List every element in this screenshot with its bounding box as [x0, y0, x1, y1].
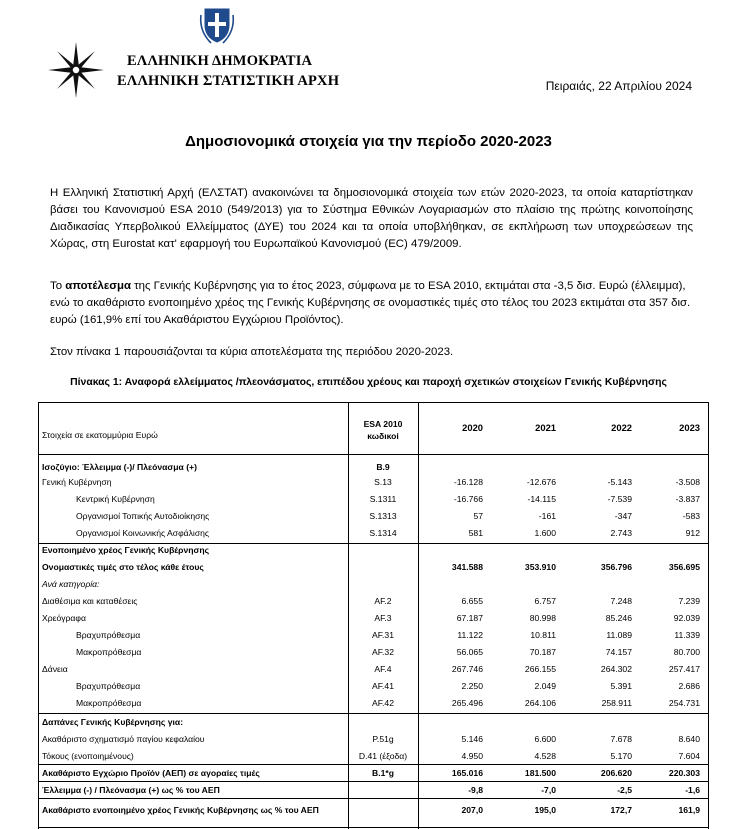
table-column-rule [708, 402, 709, 829]
cell-value-2020: 57 [473, 511, 483, 521]
row-esa-code: P.51g [372, 734, 394, 744]
cell-value-2022: 258.911 [601, 698, 632, 708]
cell-value-2023: 257.417 [668, 664, 700, 674]
fiscal-data-table [38, 402, 708, 829]
cell-value-2022: 85.246 [605, 613, 632, 623]
cell-value-2023: -583 [682, 511, 700, 521]
row-label: Ισοζύγιο: Έλλειμμα (-)/ Πλεόνασμα (+) [42, 462, 197, 472]
cell-value-2022: 7.248 [610, 596, 632, 606]
table-row [38, 749, 708, 766]
cell-value-2023: 92.039 [673, 613, 700, 623]
cell-value-2022: 264.302 [600, 664, 632, 674]
table-row [38, 628, 708, 645]
row-esa-code: B.9 [376, 462, 390, 472]
cell-value-2020: 207,0 [461, 805, 483, 815]
cell-value-2020: -16.766 [453, 494, 483, 504]
cell-value-2023: 80.700 [673, 647, 700, 657]
cell-value-2020: -16.128 [453, 477, 483, 487]
row-esa-code: B.1*g [372, 768, 394, 778]
cell-value-2022: 356.796 [600, 562, 632, 572]
row-label: Γενική Κυβέρνηση [42, 477, 112, 487]
table-row [38, 577, 708, 594]
row-label: Ανά κατηγορία: [42, 579, 100, 589]
cell-value-2021: -7,0 [541, 785, 556, 795]
table-row [38, 783, 708, 800]
cell-value-2023: 8.640 [678, 734, 700, 744]
result-text-a: Το [50, 280, 66, 292]
cell-value-2022: 5.170 [610, 751, 632, 761]
table-rule [38, 713, 708, 714]
column-header-year-2022: 2022 [611, 422, 632, 433]
row-esa-code: AF.42 [372, 698, 394, 708]
table-row [38, 543, 708, 560]
row-label: Ακαθάριστο ενοποιημένο χρέος Γενικής Κυβέρνησης ως % του ΑΕΠ [42, 805, 319, 815]
cell-value-2023: 7.239 [678, 596, 700, 606]
cell-value-2023: 220.303 [668, 768, 700, 778]
row-label: Μακροπρόθεσμα [76, 647, 142, 657]
row-esa-code: S.1311 [369, 494, 397, 504]
cell-value-2022: 172,7 [610, 805, 632, 815]
column-header-esa [348, 418, 418, 442]
cell-value-2020: 341.588 [451, 562, 483, 572]
row-esa-code: S.1314 [369, 528, 397, 538]
cell-value-2021: 6.757 [534, 596, 556, 606]
cell-value-2022: 7.678 [610, 734, 632, 744]
org-line-2: ΕΛΛΗΝΙΚΗ ΣΤΑΤΙΣΤΙΚΗ ΑΡΧΗ [117, 73, 340, 89]
cell-value-2020: -9,8 [468, 785, 483, 795]
cell-value-2020: 56.065 [456, 647, 483, 657]
cell-value-2020: 4.950 [461, 751, 483, 761]
table-row [38, 560, 708, 577]
cell-value-2021: -14.115 [527, 494, 556, 504]
table-row [38, 766, 708, 783]
cell-value-2021: 4.528 [534, 751, 556, 761]
table-row [38, 645, 708, 662]
cell-value-2020: 2.250 [461, 681, 483, 691]
cell-value-2021: -161 [538, 511, 556, 521]
cell-value-2022: -347 [614, 511, 632, 521]
cell-value-2021: 10.811 [530, 630, 556, 640]
table-row [38, 662, 708, 679]
row-label: Βραχυπρόθεσμα [76, 630, 141, 640]
cell-value-2020: 581 [468, 528, 483, 538]
row-esa-code: AF.31 [372, 630, 394, 640]
intro-paragraph: Η Ελληνική Στατιστική Αρχή (ΕΛΣΤΑΤ) ανακοινώνει τα δημοσιονομικά στοιχεία των ετών 2020-2023, τα οποία καταρτίστηκαν βάσει του Κανονισμού ESA 2010 (549/2013) για το Σύστημα Εθνικών Λογαριασμών στο πλαίσιο της πρώτης κοινοποίησης Διαδικασίας Υπερβολικού Ελλείμματος (ΔΥΕ) του 2024 και τα οποία υποβλήθηκαν, σε εκπλήρωση των υποχρεώσεων της Χώρας, στη Eurostat κατ' εφαρμογή του Ευρωπαϊκού Κανονισμού (EC) 479/2009. [50, 187, 693, 250]
organization-name [117, 51, 339, 91]
column-header-year-2020: 2020 [462, 422, 483, 433]
row-label: Έλλειμμα (-) / Πλεόνασμα (+) ως % του ΑΕΠ [42, 785, 220, 795]
cell-value-2021: 264.106 [524, 698, 556, 708]
cell-value-2021: 181.500 [524, 768, 556, 778]
row-label: Δαπάνες Γενικής Κυβέρνησης για: [42, 717, 184, 727]
esa-header-line-1: ESA 2010 [363, 419, 403, 429]
cell-value-2021: 266.155 [524, 664, 556, 674]
row-label: Βραχυπρόθεσμα [76, 681, 141, 691]
table-row [38, 475, 708, 492]
table-row [38, 509, 708, 526]
row-esa-code: D.41 (έξοδα) [358, 751, 408, 761]
table-intro-paragraph: Στον πίνακα 1 παρουσιάζονται τα κύρια αποτελέσματα της περιόδου 2020-2023. [50, 346, 454, 358]
cell-value-2023: -1,6 [685, 785, 700, 795]
cell-value-2022: -7.539 [607, 494, 632, 504]
result-paragraph [50, 278, 693, 329]
table-row [38, 696, 708, 713]
cell-value-2022: 2.743 [610, 528, 632, 538]
row-label: Δάνεια [42, 664, 68, 674]
row-label: Ενοποιημένο χρέος Γενικής Κυβέρνησης [42, 545, 210, 555]
table-caption: Πίνακας 1: Αναφορά ελλείμματος /πλεονάσματος, επιπέδου χρέους και παροχή σχετικών στοιχείων Γενικής Κυβέρνησης [70, 377, 667, 388]
cell-value-2022: 5.391 [610, 681, 632, 691]
cell-value-2022: 74.157 [605, 647, 632, 657]
table-row [38, 594, 708, 611]
table-row [38, 732, 708, 749]
cell-value-2021: 80.998 [529, 613, 556, 623]
result-text-b: της Γενικής Κυβέρνησης για το έτος 2023, σύμφωνα με το ESA 2010, εκτιμάται στα -3,5 δισ. Ευρώ (έλλειμμα), ενώ το ακαθάριστο ενοποιημένο χρέος της Γενικής Κυβέρνησης σε ονομαστικές τιμές στο τέλος του 2023 εκτιμάται στα 357 δισ. ευρώ (161,9% επί του Ακαθάριστου Εγχώριου Προϊόντος). [50, 280, 691, 326]
column-header-year-2021: 2021 [535, 422, 556, 433]
cell-value-2022: -5.143 [607, 477, 632, 487]
cell-value-2020: 265.496 [451, 698, 483, 708]
table-row [38, 611, 708, 628]
release-date: Πειραιάς, 22 Απριλίου 2024 [545, 79, 692, 93]
table-rule [38, 454, 708, 455]
cell-value-2020: 11.122 [457, 630, 483, 640]
row-label: Ονομαστικές τιμές στο τέλος κάθε έτους [42, 562, 204, 572]
row-esa-code: AF.4 [374, 664, 392, 674]
table-rule [38, 402, 708, 403]
cell-value-2021: 1.600 [534, 528, 556, 538]
row-label: Χρεόγραφα [42, 613, 86, 623]
row-label: Ακαθάριστο Εγχώριο Προϊόν (ΑΕΠ) σε αγοραίες τιμές [42, 768, 260, 778]
cell-value-2022: 206.620 [600, 768, 632, 778]
row-esa-code: S.1313 [369, 511, 397, 521]
page-title: Δημοσιονομικά στοιχεία για την περίοδο 2020-2023 [185, 133, 552, 150]
table-row [38, 715, 708, 732]
cell-value-2023: 161,9 [678, 805, 700, 815]
column-header-year-2023: 2023 [679, 422, 700, 433]
row-esa-code: AF.32 [372, 647, 394, 657]
cell-value-2020: 267.746 [451, 664, 483, 674]
row-label: Οργανισμοί Τοπικής Αυτοδιοίκησης [76, 511, 210, 521]
table-rule [38, 827, 708, 828]
row-label: Τόκους (ενοποιημένους) [42, 751, 134, 761]
row-esa-code: AF.2 [374, 596, 392, 606]
greek-coat-of-arms-icon [199, 5, 235, 45]
cell-value-2023: -3.508 [675, 477, 700, 487]
table-row [38, 803, 708, 820]
esa-header-line-2: κωδικοί [367, 431, 399, 441]
cell-value-2022: -2,5 [617, 785, 632, 795]
cell-value-2020: 6.655 [461, 596, 483, 606]
table-row [38, 679, 708, 696]
row-esa-code: S.13 [374, 477, 392, 487]
cell-value-2021: 2.049 [534, 681, 556, 691]
column-header-label: Στοιχεία σε εκατομμύρια Ευρώ [42, 430, 158, 440]
row-label: Ακαθάριστο σχηματισμό παγίου κεφαλαίου [42, 734, 205, 744]
table-row [38, 526, 708, 543]
cell-value-2021: -12.676 [526, 477, 556, 487]
cell-value-2023: 254.731 [668, 698, 700, 708]
row-esa-code: AF.41 [372, 681, 394, 691]
cell-value-2022: 11.089 [606, 630, 632, 640]
cell-value-2023: 11.339 [674, 630, 700, 640]
cell-value-2023: 356.695 [668, 562, 700, 572]
table-row [38, 492, 708, 509]
org-line-1: ΕΛΛΗΝΙΚΗ ΔΗΜΟΚΡΑΤΙΑ [127, 53, 313, 69]
result-text-bold: αποτέλεσμα [65, 280, 131, 292]
cell-value-2021: 353.910 [524, 562, 556, 572]
cell-value-2023: 912 [685, 528, 700, 538]
row-esa-code: AF.3 [374, 613, 392, 623]
cell-value-2023: 7.604 [678, 751, 700, 761]
cell-value-2021: 195,0 [534, 805, 556, 815]
cell-value-2023: -3.837 [675, 494, 700, 504]
cell-value-2021: 6.600 [534, 734, 556, 744]
cell-value-2020: 5.146 [461, 734, 483, 744]
row-label: Κεντρική Κυβέρνηση [76, 494, 155, 504]
cell-value-2020: 67.187 [456, 613, 483, 623]
cell-value-2023: 2.686 [678, 681, 700, 691]
cell-value-2021: 70.187 [529, 647, 556, 657]
row-label: Μακροπρόθεσμα [76, 698, 142, 708]
row-label: Διαθέσιμα και καταθέσεις [42, 596, 138, 606]
cell-value-2020: 165.016 [451, 768, 483, 778]
row-label: Οργανισμοί Κοινωνικής Ασφάλισης [76, 528, 210, 538]
compass-star-icon [46, 40, 106, 100]
